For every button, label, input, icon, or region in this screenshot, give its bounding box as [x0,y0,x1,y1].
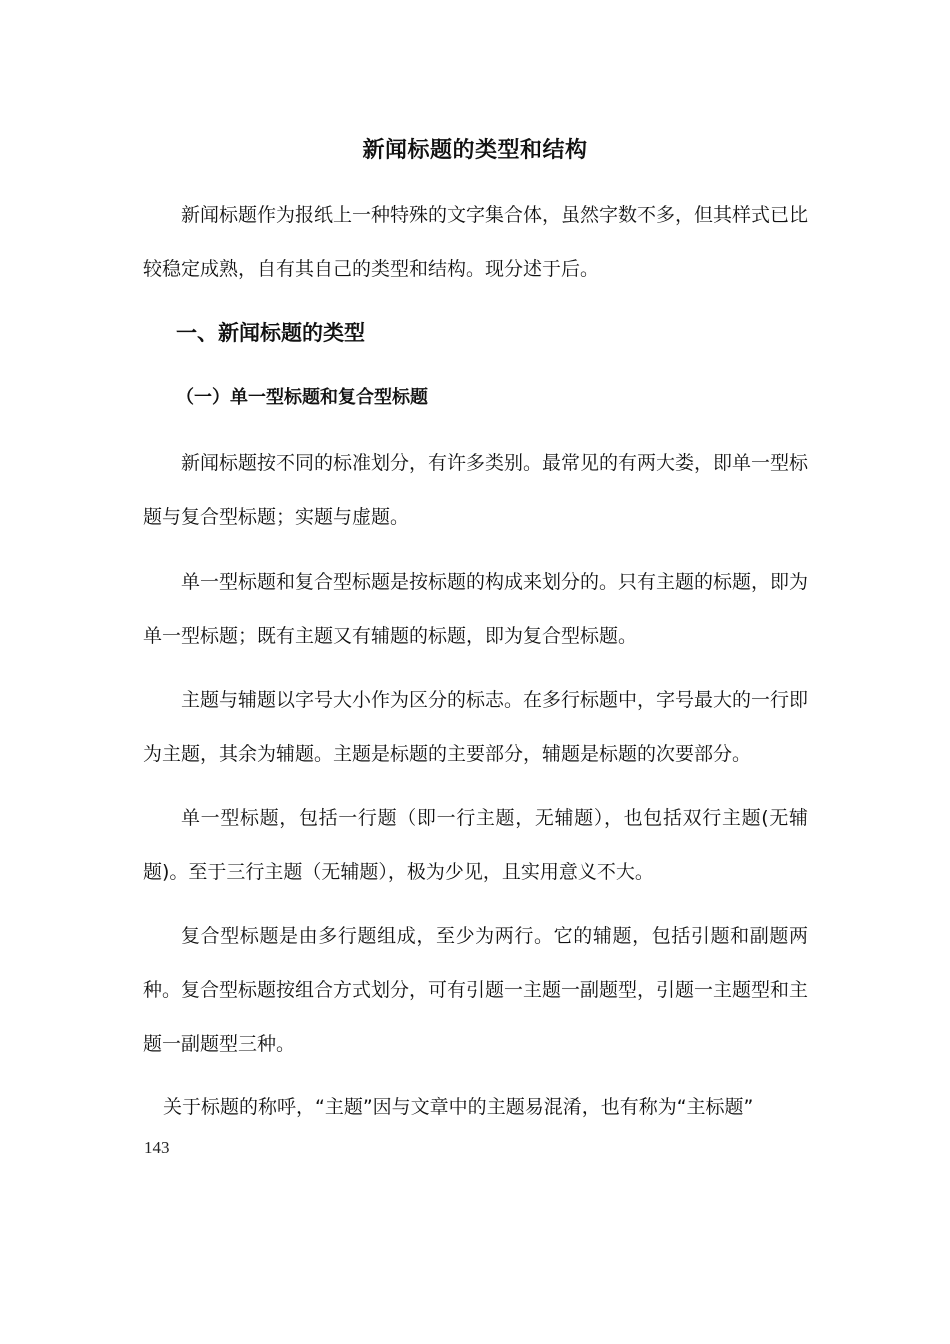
body-paragraph: 新闻标题按不同的标准划分，有许多类别。最常见的有两大娄，即单一型标题与复合型标题；实题与虚题。 [143,452,809,528]
body-paragraph: 单一型标题和复合型标题是按标题的构成来划分的。只有主题的标题，即为单一型标题；既有主题又有辅题的标题，即为复合型标题。 [143,571,809,647]
body-paragraph: 单一型标题，包括一行题（即一行主题，无辅题），也包括双行主题(无辅题)。至于三行主题（无辅题），极为少见，且实用意义不大。 [143,807,808,883]
section-heading: 一、新闻标题的类型 [176,321,365,345]
intro-paragraph: 新闻标题作为报纸上一种特殊的文字集合体，虽然字数不多，但其样式已比较稳定成熟，自有其自己的类型和结构。现分述于后。 [143,204,809,280]
document-title: 新闻标题的类型和结构 [362,138,588,163]
subsection-heading: （一）单一型标题和复合型标题 [176,387,428,408]
body-paragraph: 复合型标题是由多行题组成，至少为两行。它的辅题，包括引题和副题两种。复合型标题按组合方式划分，可有引题一主题一副题型，引题一主题型和主题一副题型三种。 [143,925,809,1055]
continuing-paragraph: 关于标题的称呼，“主题”因与文章中的主题易混淆，也有称为“主标题” [163,1096,754,1118]
body-paragraph: 主题与辅题以字号大小作为区分的标志。在多行标题中，字号最大的一行即为主题，其余为辅题。主题是标题的主要部分，辅题是标题的次要部分。 [143,689,809,765]
page-number: 143 [144,1138,170,1157]
